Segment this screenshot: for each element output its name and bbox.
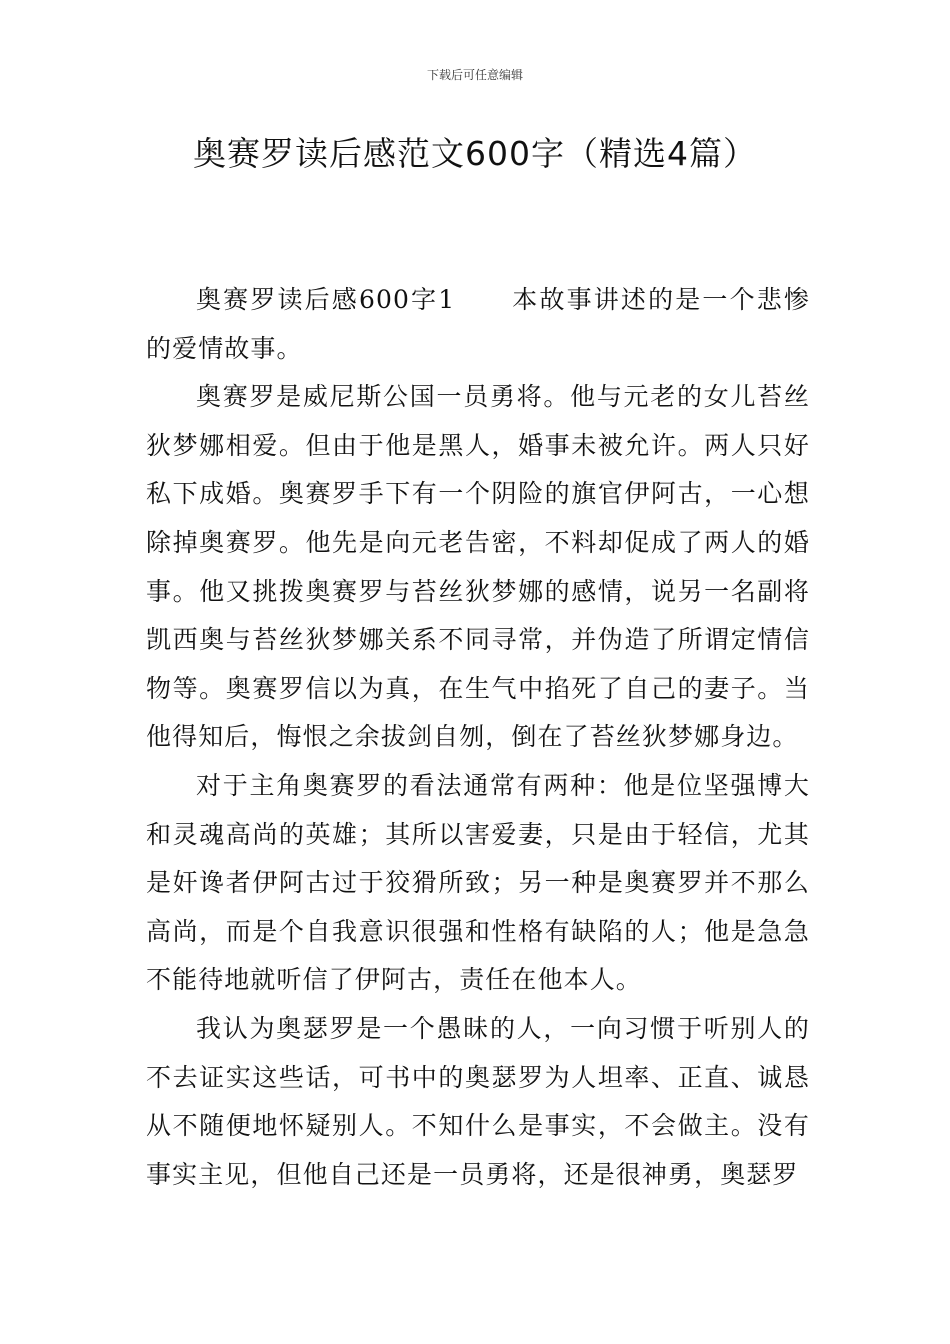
article-paragraph [146, 276, 810, 373]
article-paragraph: 奥赛罗是威尼斯公国一员勇将。他与元老的女儿苔丝狄梦娜相爱。但由于他是黑人，婚事未被允许。两人只好私下成婚。奥赛罗手下有一个阴险的旗官伊阿古，一心想除掉奥赛罗。他先是向元老告密，不料却促成了两人的婚事。他又挑拨奥赛罗与苔丝狄梦娜的感情，说另一名副将凯西奥与苔丝狄梦娜关系不同寻常，并伪造了所谓定情信物等。奥赛罗信以为真，在生气中掐死了自己的妻子。当他得知后，悔恨之余拔剑自刎，倒在了苔丝狄梦娜身边。 [146, 382, 810, 752]
article-body [146, 276, 810, 1199]
article-paragraph: 我认为奥瑟罗是一个愚昧的人，一向习惯于听别人的不去证实这些话，可书中的奥瑟罗为人坦率、正直、诚恳从不随便地怀疑别人。不知什么是事实，不会做主。没有事实主见，但他自己还是一员勇将，还是很神勇，奥瑟罗 [146, 1013, 810, 1189]
header-note: 下载后可任意编辑 [426, 68, 523, 82]
paragraph-text: 本故事讲述的是一个悲惨的爱情故事。 [146, 285, 810, 363]
article-paragraph: 对于主角奥赛罗的看法通常有两种：他是位坚强博大和灵魂高尚的英雄；其所以害爱妻，只是由于轻信，尤其是奸谗者伊阿古过于狡猾所致；另一种是奥赛罗并不那么高尚，而是个自我意识很强和性格有缺陷的人；他是急急不能待地就听信了伊阿古，责任在他本人。 [146, 770, 810, 995]
article-heading: 奥赛罗读后感600字1 [196, 285, 456, 314]
document-title: 奥赛罗读后感范文600字（精选4篇） [193, 134, 757, 173]
